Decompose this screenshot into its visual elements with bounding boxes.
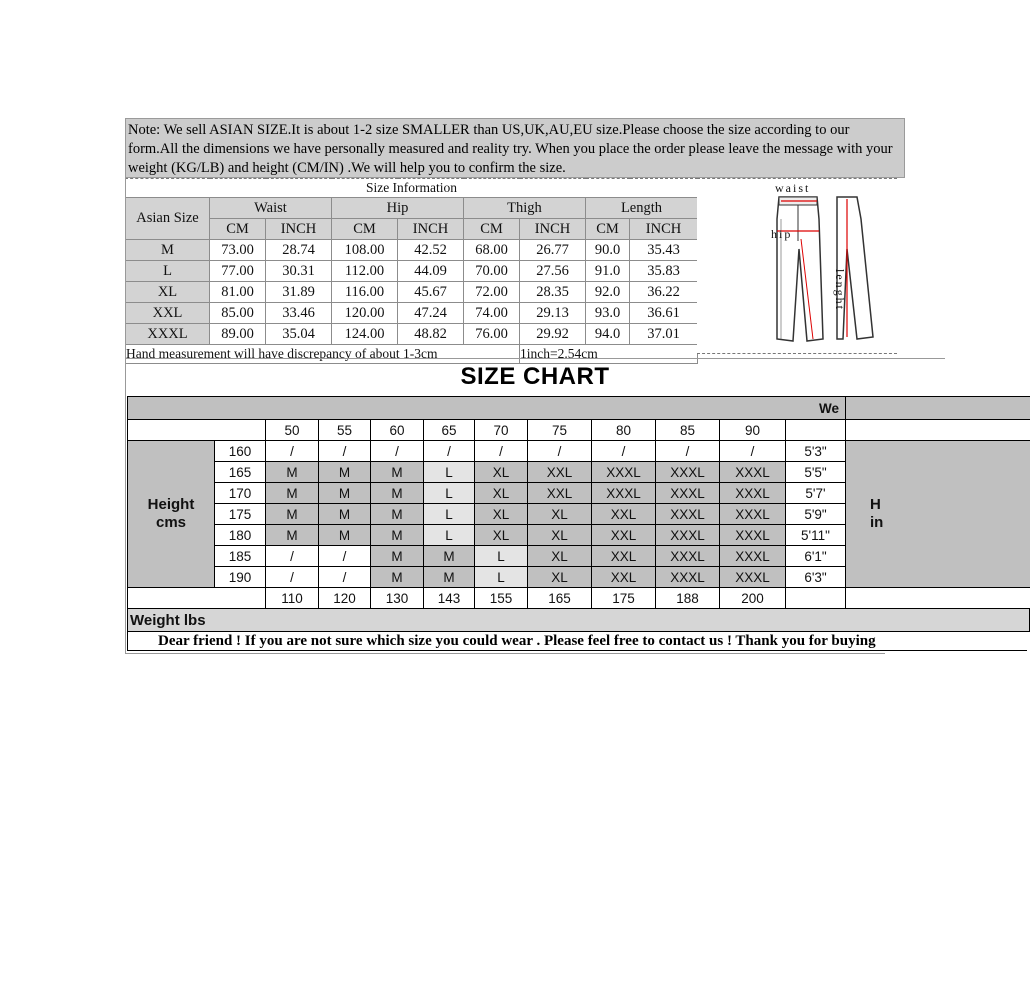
size-information-table bbox=[125, 178, 698, 364]
group-header-hip: Hip bbox=[332, 198, 464, 219]
size-cell: XXL bbox=[528, 483, 592, 504]
weight-lbs-label: Weight lbs bbox=[128, 609, 1030, 632]
size-value: 72.00 bbox=[464, 282, 520, 303]
size-value: 124.00 bbox=[332, 324, 398, 345]
weight-kg-value: 65 bbox=[424, 420, 475, 441]
size-cell: XL bbox=[528, 546, 592, 567]
size-cell: XXXL bbox=[720, 483, 786, 504]
size-value: 35.83 bbox=[630, 261, 698, 282]
size-row bbox=[126, 324, 698, 345]
size-cell: XXXL bbox=[656, 525, 720, 546]
size-cell: XXXL bbox=[720, 567, 786, 588]
size-row bbox=[126, 240, 698, 261]
size-cell: / bbox=[266, 567, 319, 588]
size-value: 45.67 bbox=[398, 282, 464, 303]
weight-lbs-value: 143 bbox=[424, 588, 475, 609]
size-value: 90.0 bbox=[586, 240, 630, 261]
height-inch-value: 6'1" bbox=[786, 546, 846, 567]
frame-line bbox=[125, 653, 885, 654]
size-cell: XXXL bbox=[592, 462, 656, 483]
size-cell: / bbox=[424, 441, 475, 462]
size-value: 28.35 bbox=[520, 282, 586, 303]
unit-header: INCH bbox=[520, 219, 586, 240]
height-inch-value: 5'3" bbox=[786, 441, 846, 462]
size-value: 42.52 bbox=[398, 240, 464, 261]
size-cell: / bbox=[266, 546, 319, 567]
size-label: M bbox=[126, 240, 210, 261]
height-label-line: cms bbox=[155, 514, 187, 531]
size-value: 44.09 bbox=[398, 261, 464, 282]
hip-label: hip bbox=[771, 227, 793, 241]
size-cell: XXL bbox=[592, 504, 656, 525]
inch-conversion-note: 1inch=2.54cm bbox=[520, 345, 698, 364]
size-cell: M bbox=[266, 483, 319, 504]
size-cell: / bbox=[528, 441, 592, 462]
blank-cell bbox=[846, 420, 1030, 441]
size-value: 76.00 bbox=[464, 324, 520, 345]
size-cell: / bbox=[592, 441, 656, 462]
chart-row bbox=[128, 441, 1030, 462]
size-cell: XL bbox=[528, 504, 592, 525]
weight-lbs-value: 188 bbox=[656, 588, 720, 609]
height-cms-label bbox=[128, 441, 215, 588]
size-chart-image bbox=[125, 118, 893, 655]
size-label: XXXL bbox=[126, 324, 210, 345]
pants-measurement-figure bbox=[697, 178, 897, 354]
blank-cell bbox=[846, 588, 1030, 609]
size-value: 108.00 bbox=[332, 240, 398, 261]
size-cell: XL bbox=[528, 525, 592, 546]
size-value: 92.0 bbox=[586, 282, 630, 303]
unit-header: CM bbox=[586, 219, 630, 240]
size-cell: / bbox=[319, 546, 371, 567]
size-value: 33.46 bbox=[266, 303, 332, 324]
size-cell: L bbox=[424, 483, 475, 504]
size-value: 77.00 bbox=[210, 261, 266, 282]
size-cell: XXXL bbox=[656, 546, 720, 567]
size-value: 112.00 bbox=[332, 261, 398, 282]
weight-kg-value: 90 bbox=[720, 420, 786, 441]
weight-lbs-value: 130 bbox=[371, 588, 424, 609]
size-info-title: Size Information bbox=[126, 179, 698, 198]
size-cell: L bbox=[424, 462, 475, 483]
size-value: 28.74 bbox=[266, 240, 332, 261]
size-cell: XXXL bbox=[592, 483, 656, 504]
size-cell: M bbox=[424, 567, 475, 588]
weight-lbs-value: 120 bbox=[319, 588, 371, 609]
size-label: XXL bbox=[126, 303, 210, 324]
height-cm-value: 165 bbox=[215, 462, 266, 483]
size-value: 29.92 bbox=[520, 324, 586, 345]
pants-diagram-icon bbox=[697, 179, 897, 355]
weight-kg-value: 60 bbox=[371, 420, 424, 441]
size-cell: XL bbox=[475, 504, 528, 525]
weight-kg-value: 70 bbox=[475, 420, 528, 441]
blank-cell bbox=[128, 420, 266, 441]
size-value: 70.00 bbox=[464, 261, 520, 282]
group-header-length: Length bbox=[586, 198, 698, 219]
size-cell: XXXL bbox=[720, 525, 786, 546]
size-cell: M bbox=[371, 546, 424, 567]
height-inch-value: 5'11" bbox=[786, 525, 846, 546]
unit-header: INCH bbox=[630, 219, 698, 240]
size-cell: / bbox=[656, 441, 720, 462]
size-value: 37.01 bbox=[630, 324, 698, 345]
size-value: 91.0 bbox=[586, 261, 630, 282]
size-cell: M bbox=[371, 567, 424, 588]
size-cell: M bbox=[266, 525, 319, 546]
height-label-line: H bbox=[870, 496, 881, 513]
frame-line bbox=[125, 178, 126, 654]
size-cell: M bbox=[319, 525, 371, 546]
size-value: 30.31 bbox=[266, 261, 332, 282]
size-value: 35.04 bbox=[266, 324, 332, 345]
size-cell: L bbox=[424, 504, 475, 525]
size-cell: / bbox=[266, 441, 319, 462]
size-chart-title: SIZE CHART bbox=[460, 363, 610, 390]
group-header-waist: Waist bbox=[210, 198, 332, 219]
weight-kg-value: 80 bbox=[592, 420, 656, 441]
blank-cell bbox=[786, 420, 846, 441]
size-value: 31.89 bbox=[266, 282, 332, 303]
unit-header: CM bbox=[332, 219, 398, 240]
height-cm-value: 180 bbox=[215, 525, 266, 546]
size-value: 73.00 bbox=[210, 240, 266, 261]
size-cell: XXXL bbox=[656, 567, 720, 588]
size-cell: M bbox=[371, 525, 424, 546]
band-filler bbox=[846, 397, 1030, 420]
size-cell: M bbox=[266, 504, 319, 525]
size-value: 74.00 bbox=[464, 303, 520, 324]
note-line: weight (KG/LB) and height (CM/IN) .We will help you to confirm the size. bbox=[128, 160, 566, 176]
size-cell: L bbox=[475, 567, 528, 588]
size-cell: M bbox=[424, 546, 475, 567]
size-cell: XXL bbox=[592, 567, 656, 588]
height-inch-value: 6'3" bbox=[786, 567, 846, 588]
size-cell: XXXL bbox=[720, 462, 786, 483]
size-cell: / bbox=[475, 441, 528, 462]
size-value: 116.00 bbox=[332, 282, 398, 303]
height-label-line: in bbox=[870, 514, 884, 531]
weight-kg-header: We bbox=[128, 397, 846, 420]
size-cell: XL bbox=[528, 567, 592, 588]
height-cm-value: 170 bbox=[215, 483, 266, 504]
size-cell: XXXL bbox=[656, 504, 720, 525]
size-row bbox=[126, 303, 698, 324]
unit-header: INCH bbox=[266, 219, 332, 240]
size-row bbox=[126, 282, 698, 303]
height-inch-value: 5'9" bbox=[786, 504, 846, 525]
size-value: 36.22 bbox=[630, 282, 698, 303]
size-cell: / bbox=[371, 441, 424, 462]
weight-kg-value: 75 bbox=[528, 420, 592, 441]
height-label-line: Height bbox=[147, 496, 195, 513]
size-cell: M bbox=[371, 462, 424, 483]
size-value: 68.00 bbox=[464, 240, 520, 261]
size-row bbox=[126, 261, 698, 282]
size-value: 48.82 bbox=[398, 324, 464, 345]
weight-lbs-value: 165 bbox=[528, 588, 592, 609]
size-cell: XXL bbox=[592, 546, 656, 567]
size-cell: M bbox=[319, 504, 371, 525]
unit-header: CM bbox=[464, 219, 520, 240]
height-cm-value: 190 bbox=[215, 567, 266, 588]
size-cell: M bbox=[319, 483, 371, 504]
height-cm-value: 175 bbox=[215, 504, 266, 525]
hand-measure-note: Hand measurement will have discrepancy of about 1-3cm bbox=[126, 345, 520, 364]
size-label: L bbox=[126, 261, 210, 282]
blank-cell bbox=[128, 588, 266, 609]
group-header-thigh: Thigh bbox=[464, 198, 586, 219]
height-cm-value: 185 bbox=[215, 546, 266, 567]
size-value: 29.13 bbox=[520, 303, 586, 324]
size-value: 94.0 bbox=[586, 324, 630, 345]
note-line: form.All the dimensions we have personally measured and reality try. When you place the order please leave the message with your bbox=[128, 141, 893, 157]
size-cell: XXXL bbox=[720, 504, 786, 525]
size-value: 81.00 bbox=[210, 282, 266, 303]
weight-lbs-value: 110 bbox=[266, 588, 319, 609]
size-cell: / bbox=[319, 441, 371, 462]
height-inch-value: 5'7' bbox=[786, 483, 846, 504]
size-cell: M bbox=[266, 462, 319, 483]
weight-kg-value: 85 bbox=[656, 420, 720, 441]
size-cell: L bbox=[424, 525, 475, 546]
note-line: Note: We sell ASIAN SIZE.It is about 1-2 size SMALLER than US,UK,AU,EU size.Please choose the size according to our bbox=[128, 122, 850, 138]
weight-lbs-value: 200 bbox=[720, 588, 786, 609]
size-value: 89.00 bbox=[210, 324, 266, 345]
size-cell: XL bbox=[475, 483, 528, 504]
weight-lbs-value: 155 bbox=[475, 588, 528, 609]
size-cell: XXL bbox=[592, 525, 656, 546]
divider bbox=[125, 358, 945, 359]
note-box bbox=[125, 118, 905, 178]
height-inch-value: 5'5" bbox=[786, 462, 846, 483]
size-cell: M bbox=[319, 462, 371, 483]
size-value: 36.61 bbox=[630, 303, 698, 324]
size-cell: XL bbox=[475, 462, 528, 483]
asian-size-header: Asian Size bbox=[126, 198, 210, 240]
size-cell: / bbox=[720, 441, 786, 462]
size-value: 26.77 bbox=[520, 240, 586, 261]
unit-header: INCH bbox=[398, 219, 464, 240]
size-cell: XXL bbox=[528, 462, 592, 483]
unit-header: CM bbox=[210, 219, 266, 240]
size-value: 93.0 bbox=[586, 303, 630, 324]
size-cell: M bbox=[371, 504, 424, 525]
size-value: 35.43 bbox=[630, 240, 698, 261]
size-cell: / bbox=[319, 567, 371, 588]
height-weight-chart bbox=[127, 396, 1030, 632]
weight-kg-value: 55 bbox=[319, 420, 371, 441]
height-cm-value: 160 bbox=[215, 441, 266, 462]
size-cell: XXXL bbox=[720, 546, 786, 567]
size-cell: XXXL bbox=[656, 483, 720, 504]
size-value: 85.00 bbox=[210, 303, 266, 324]
size-cell: L bbox=[475, 546, 528, 567]
size-cell: M bbox=[371, 483, 424, 504]
length-label: lenght bbox=[833, 269, 847, 311]
size-cell: XL bbox=[475, 525, 528, 546]
weight-lbs-value: 175 bbox=[592, 588, 656, 609]
contact-message: Dear friend ! If you are not sure which size you could wear . Please feel free to contact us ! Thank you for buying bbox=[127, 631, 1027, 651]
size-value: 27.56 bbox=[520, 261, 586, 282]
weight-kg-value: 50 bbox=[266, 420, 319, 441]
size-cell: XXXL bbox=[656, 462, 720, 483]
blank-cell bbox=[786, 588, 846, 609]
size-value: 120.00 bbox=[332, 303, 398, 324]
height-inch-label bbox=[846, 441, 1030, 588]
waist-label: waist bbox=[775, 181, 811, 195]
size-value: 47.24 bbox=[398, 303, 464, 324]
size-label: XL bbox=[126, 282, 210, 303]
